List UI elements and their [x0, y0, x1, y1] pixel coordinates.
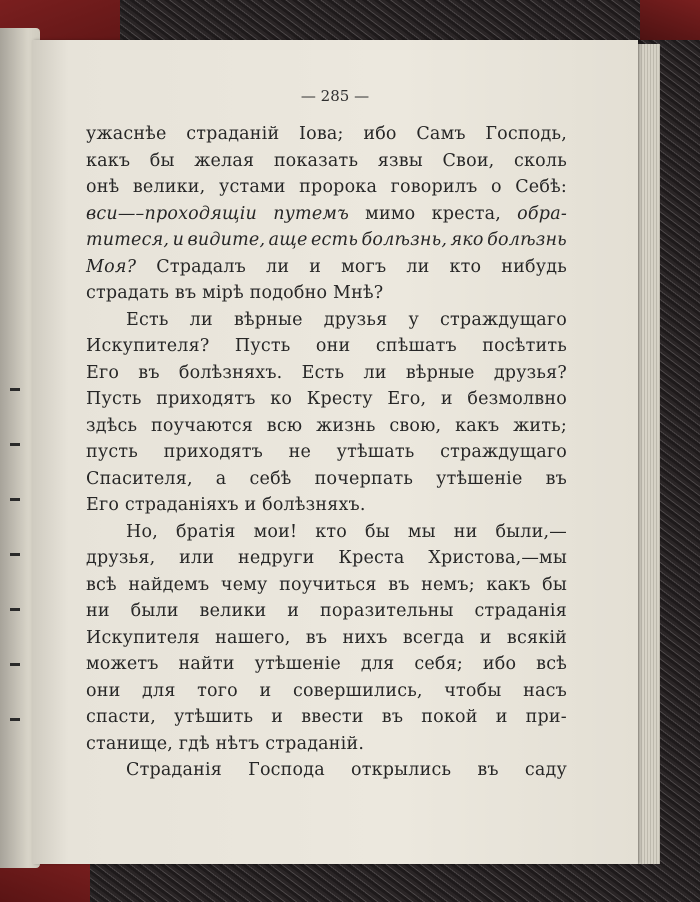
word: поразительны: [319, 601, 454, 621]
word: бы: [364, 521, 390, 542]
word: утѣшить: [174, 707, 254, 727]
text-line: [86, 492, 567, 519]
word: Господа: [248, 760, 325, 780]
word: Пусть: [86, 389, 142, 409]
word: Искупителя?: [86, 336, 210, 356]
word: Моя?: [86, 256, 137, 277]
word: пророка: [299, 177, 378, 197]
word: Пусть: [234, 336, 291, 356]
word: жить;: [513, 415, 567, 436]
left-page-mark: [10, 663, 20, 666]
text-line: [86, 731, 567, 758]
word: а: [215, 468, 227, 489]
text-line: [86, 148, 567, 175]
cover-red-corner-top-right: [640, 0, 700, 40]
text-line: [86, 598, 567, 625]
word: чтобы: [444, 680, 502, 701]
word: креста,: [431, 203, 501, 224]
word: всякій: [506, 627, 567, 648]
text-line: [86, 545, 567, 572]
word: для: [142, 680, 176, 701]
word: приходятъ: [156, 389, 256, 409]
word: ни: [86, 601, 110, 621]
text-line: [86, 704, 567, 731]
word: посѣтить: [482, 336, 567, 356]
word: и: [271, 707, 284, 727]
word: всегда: [402, 627, 465, 648]
word: въ: [477, 760, 499, 780]
text-line: [86, 386, 567, 413]
word: жизнь: [316, 415, 376, 436]
word: могъ: [341, 256, 387, 277]
word: Себѣ:: [515, 177, 567, 197]
word: безмолвно: [467, 389, 567, 409]
text-line: [86, 227, 567, 254]
word: совершились,: [292, 680, 423, 701]
text-line: [86, 121, 567, 148]
word: Есть: [126, 309, 169, 330]
word: не: [288, 442, 311, 462]
text-line: [86, 360, 567, 387]
text-line: [86, 519, 567, 546]
word: страждущаго: [440, 309, 567, 330]
word: здѣсь: [86, 415, 138, 436]
word: обра-: [517, 203, 567, 224]
word: Но,: [126, 521, 158, 542]
text-line: [86, 174, 567, 201]
word: они: [86, 680, 121, 701]
word: болѣзнь: [487, 230, 567, 250]
word: велики: [199, 601, 267, 621]
book-page: [32, 40, 638, 864]
word: спѣшатъ: [375, 336, 457, 356]
word: Страданія: [126, 760, 223, 780]
word: Искупителя: [86, 627, 200, 648]
word: при-: [525, 707, 567, 727]
text-line: [86, 307, 567, 334]
word: мимо: [365, 203, 416, 224]
word: Его,: [387, 389, 427, 409]
word: ужаснѣе: [86, 124, 167, 144]
word: титеся,: [86, 230, 170, 250]
word: ко: [270, 389, 293, 409]
word: всю: [266, 415, 303, 436]
word: всѣ: [86, 574, 117, 595]
text-line: [86, 413, 567, 440]
word: страданій: [186, 124, 280, 144]
left-page-mark: [10, 388, 20, 391]
word: велики,: [132, 177, 206, 197]
text-line: [86, 333, 567, 360]
word: въ: [381, 707, 404, 727]
word: они: [315, 336, 351, 356]
word: вѣрные: [233, 309, 303, 330]
word: ибо: [482, 654, 517, 674]
word: недруги: [238, 548, 315, 568]
word: покой: [421, 707, 478, 727]
word: въ: [545, 468, 567, 489]
word: найдемъ: [128, 574, 210, 595]
word: путемъ: [273, 203, 349, 224]
word: Креста: [338, 548, 405, 568]
text-line: [86, 280, 567, 307]
word: приходятъ: [163, 442, 263, 462]
word: и: [287, 601, 300, 621]
word: болѣзняхъ.: [178, 362, 283, 383]
text-line: [86, 625, 567, 652]
word: Свои,: [442, 150, 495, 171]
word: мои!: [253, 521, 298, 542]
word: ли: [266, 256, 290, 277]
word: кто: [449, 256, 482, 277]
word: для: [360, 654, 395, 674]
word: Его: [86, 362, 120, 383]
word: насъ: [523, 680, 567, 701]
text-line: [86, 757, 567, 784]
word: Господь,: [485, 124, 567, 144]
word: какъ: [486, 574, 531, 595]
word: о: [490, 177, 502, 197]
word: найти: [178, 654, 235, 674]
word: у: [408, 309, 419, 330]
word: въ: [305, 627, 328, 648]
word: себя;: [414, 654, 463, 674]
word: бы: [542, 574, 567, 595]
word: друзья: [323, 309, 388, 330]
word: нихъ: [342, 627, 388, 648]
word: себѣ: [249, 468, 292, 489]
word: есть: [311, 230, 359, 250]
word: Страдалъ: [156, 256, 247, 277]
word: говорилъ: [390, 177, 478, 197]
word: саду: [524, 760, 567, 780]
text-line-content: страдать въ мірѣ подобно Мнѣ?: [86, 283, 384, 303]
word: вѣрные: [405, 362, 475, 383]
left-page-mark: [10, 553, 20, 556]
left-page-mark: [10, 498, 20, 501]
word: поучаются: [150, 415, 254, 436]
word: поучиться: [279, 574, 377, 595]
word: онѣ: [86, 177, 120, 197]
word: можетъ: [86, 654, 159, 674]
word: Самъ: [416, 124, 466, 144]
word: Кресту: [306, 389, 373, 409]
word: устами: [218, 177, 286, 197]
word: Есть: [301, 362, 345, 383]
text-line: [86, 572, 567, 599]
word: и: [172, 230, 185, 250]
text-line: [86, 254, 567, 281]
word: бы: [149, 150, 175, 171]
word: утѣшеніе: [254, 654, 341, 674]
word: ли: [189, 309, 213, 330]
word: ни: [453, 521, 478, 542]
word: друзья,: [86, 548, 156, 568]
word: ли: [363, 362, 387, 383]
word: того: [197, 680, 238, 701]
left-page-mark: [10, 718, 20, 721]
word: аще: [268, 230, 308, 250]
text-line-content: станище, гдѣ нѣтъ страданій.: [86, 733, 365, 754]
text-line-content: Его страданіяхъ и болѣзняхъ.: [86, 495, 366, 515]
text-line: [86, 678, 567, 705]
word: ввести: [301, 707, 364, 727]
word: чему: [220, 574, 268, 595]
text-line: [86, 466, 567, 493]
word: были: [130, 601, 179, 621]
word: въ: [388, 574, 410, 595]
word: и: [479, 627, 492, 648]
word: страданія: [474, 601, 567, 621]
word: немъ;: [421, 574, 475, 595]
word: были,—: [495, 521, 567, 542]
text-line: [86, 201, 567, 228]
word: и: [309, 256, 322, 277]
word: нашего,: [215, 627, 291, 648]
word: спасти,: [86, 707, 157, 727]
left-page-mark: [10, 443, 20, 446]
word: и: [440, 389, 453, 409]
word: какъ: [86, 150, 131, 171]
word: и: [259, 680, 272, 701]
word: яко: [450, 230, 484, 250]
word: Спасителя,: [86, 468, 193, 489]
word: желая: [194, 150, 255, 171]
word: свою,: [389, 415, 442, 436]
word: Іова;: [299, 124, 344, 144]
word: всѣ: [536, 654, 567, 674]
word: болѣзнь,: [361, 230, 448, 250]
word: нибудь: [501, 256, 567, 277]
word: кто: [315, 521, 347, 542]
word: мы: [407, 521, 436, 542]
word: и: [495, 707, 508, 727]
word: показать: [273, 150, 359, 171]
left-page-mark: [10, 608, 20, 611]
word: язвы: [377, 150, 423, 171]
word: вси—–проходящіи: [86, 203, 257, 224]
word: сколь: [514, 150, 567, 171]
word: какъ: [455, 415, 500, 436]
word: пусть: [86, 442, 138, 462]
text-line: [86, 651, 567, 678]
word: страждущаго: [440, 442, 567, 462]
word: почерпать: [314, 468, 414, 489]
body-text: [86, 121, 567, 784]
word: Христова,—мы: [428, 548, 567, 568]
word: друзья?: [493, 362, 567, 383]
word: братія: [175, 521, 236, 542]
word: ли: [406, 256, 430, 277]
word: утѣшеніе: [436, 468, 523, 489]
page-number-header: — 285 —: [300, 87, 370, 105]
word: или: [179, 548, 215, 568]
word: открылись: [351, 760, 452, 780]
word: утѣшать: [336, 442, 415, 462]
word: въ: [138, 362, 160, 383]
word: видите,: [187, 230, 266, 250]
text-line: [86, 439, 567, 466]
word: ибо: [363, 124, 397, 144]
